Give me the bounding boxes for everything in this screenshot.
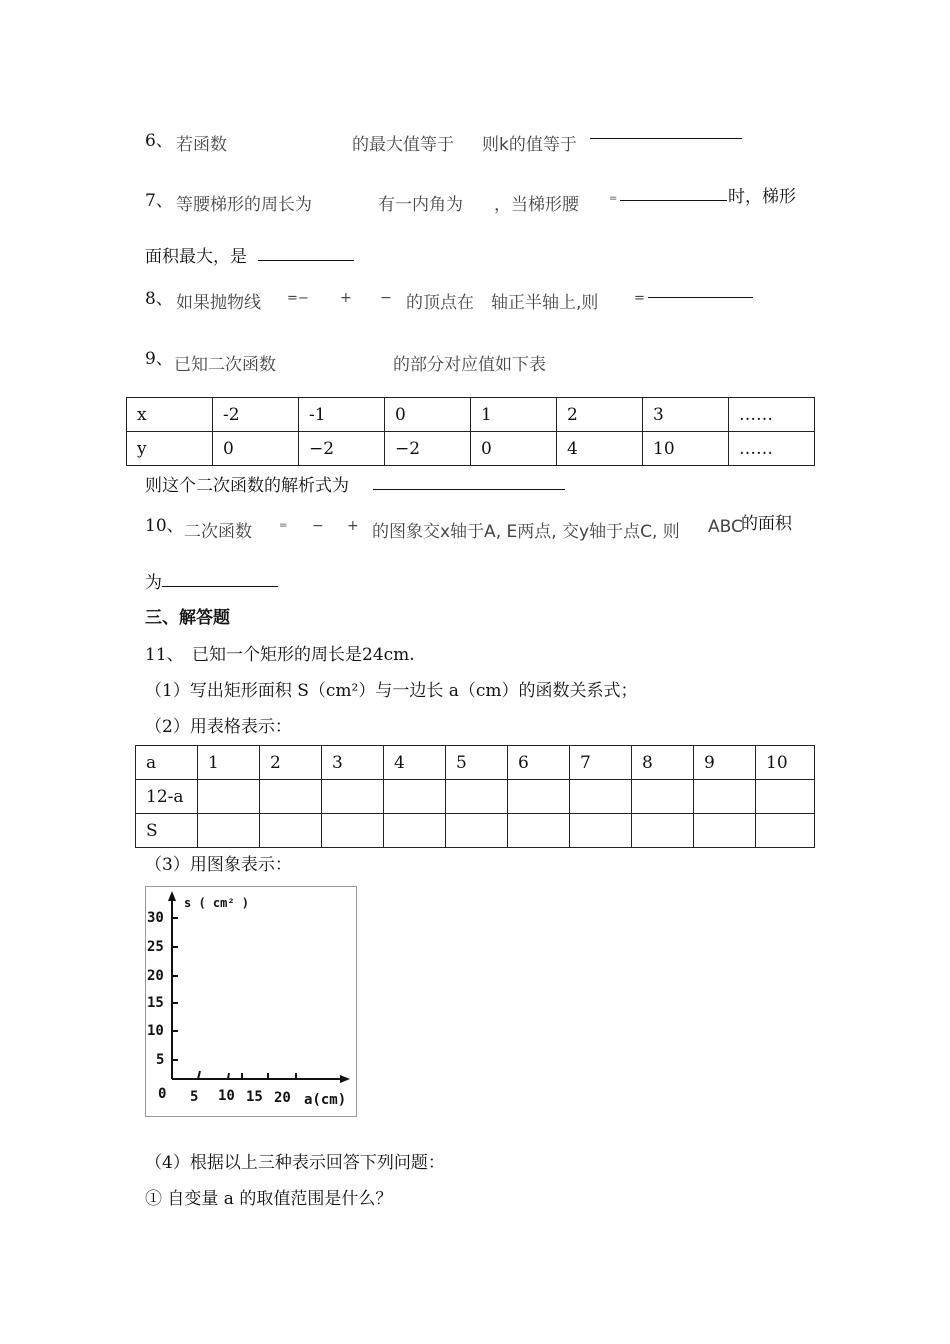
table-cell: −2 <box>385 432 471 466</box>
q7-number: 7、 <box>145 191 173 211</box>
table-cell: 3 <box>643 398 729 432</box>
q6-text-b: 的最大值等于 <box>352 135 454 155</box>
y-tick-label: 15 <box>147 995 164 1011</box>
q10-text-e: 的图象交x轴于A, E两点, 交y轴于点C, 则 <box>372 522 680 542</box>
table-cell: 9 <box>694 746 756 780</box>
table-cell <box>322 814 384 848</box>
q9-number: 9、 <box>145 349 173 369</box>
q7-text-b: 有一内角为 <box>378 195 463 215</box>
q11-part1: （1）写出矩形面积 S（cm²）与一边长 a（cm）的函数关系式； <box>145 681 638 701</box>
q11-part4: （4）根据以上三种表示回答下列问题： <box>145 1153 445 1173</box>
q11-subquestion-1: ① 自变量 a 的取值范围是什么？ <box>145 1189 393 1209</box>
q10-text-b: = <box>279 520 288 531</box>
table-cell: 4 <box>557 432 643 466</box>
table-cell <box>508 780 570 814</box>
table-cell <box>260 814 322 848</box>
y-tick-label: 5 <box>156 1052 165 1068</box>
table-cell: 0 <box>471 432 557 466</box>
q8-answer-blank <box>648 297 753 298</box>
q10-text-h: 为 <box>145 573 162 593</box>
y-tick-label: 25 <box>147 939 164 955</box>
table-cell: 1 <box>471 398 557 432</box>
table-row <box>136 746 815 780</box>
x-tick-mark <box>198 1071 200 1079</box>
q6-number: 6、 <box>145 131 173 151</box>
y-tick-label: 10 <box>147 1023 164 1039</box>
table-cell: -2 <box>213 398 299 432</box>
table-cell: 10 <box>643 432 729 466</box>
table-cell: 4 <box>384 746 446 780</box>
table-row <box>136 780 815 814</box>
table-cell: a <box>136 746 198 780</box>
q6-text-c: 则k的值等于 <box>482 135 577 155</box>
q8-text-f: 轴正半轴上,则 <box>491 293 599 313</box>
table-cell: x <box>127 398 213 432</box>
table-cell <box>384 780 446 814</box>
table-row <box>136 814 815 848</box>
table-cell: 0 <box>213 432 299 466</box>
y-axis-arrow <box>168 891 176 901</box>
table-cell: 8 <box>632 746 694 780</box>
table-cell: 6 <box>508 746 570 780</box>
q9-value-table <box>126 397 815 466</box>
q10-text-d: + <box>347 518 359 534</box>
q7-answer-blank-1 <box>620 200 727 201</box>
q8-text-c: + <box>340 290 352 306</box>
q10-answer-blank <box>162 586 278 587</box>
table-cell <box>632 814 694 848</box>
q7-text-f: 面积最大，是 <box>145 247 247 267</box>
q7-text-e: 时，梯形 <box>728 187 796 207</box>
table-cell: …… <box>729 398 815 432</box>
table-cell <box>694 780 756 814</box>
table-cell <box>756 780 815 814</box>
q8-text-e: 的顶点在 <box>406 293 474 313</box>
table-cell <box>570 780 632 814</box>
table-cell: 3 <box>322 746 384 780</box>
table-cell <box>756 814 815 848</box>
q9-after-text: 则这个二次函数的解析式为 <box>145 476 349 496</box>
section-heading: 三、解答题 <box>145 608 230 628</box>
table-cell <box>446 814 508 848</box>
q6-text-a: 若函数 <box>176 135 227 155</box>
table-cell: y <box>127 432 213 466</box>
table-cell <box>446 780 508 814</box>
x-tick-label: 20 <box>274 1090 291 1106</box>
table-cell <box>384 814 446 848</box>
y-axis-label: s ( cm² ) <box>184 896 250 910</box>
q8-text-a: 如果抛物线 <box>176 293 261 313</box>
q7-text-d: = <box>609 193 618 204</box>
table-cell: 7 <box>570 746 632 780</box>
q11-text: 已知一个矩形的周长是24cm. <box>192 645 415 665</box>
q10-text-c: − <box>312 518 324 534</box>
origin-label: 0 <box>158 1086 167 1102</box>
table-cell: -1 <box>299 398 385 432</box>
table-row <box>127 398 815 432</box>
q8-text-d: − <box>380 290 392 306</box>
q10-text-f: ABC <box>708 517 743 537</box>
table-cell: 2 <box>557 398 643 432</box>
y-tick-label: 30 <box>147 910 164 926</box>
table-cell: −2 <box>299 432 385 466</box>
table-cell <box>694 814 756 848</box>
x-axis-label: a(cm) <box>304 1092 347 1108</box>
q9-text-b: 的部分对应值如下表 <box>393 355 546 375</box>
table-cell: 1 <box>198 746 260 780</box>
x-axis-arrow <box>340 1075 350 1083</box>
table-cell: …… <box>729 432 815 466</box>
blank-graph <box>145 886 357 1117</box>
q8-number: 8、 <box>145 289 173 309</box>
q7-text-c: ，当梯形腰 <box>494 195 579 215</box>
q11-value-table <box>135 745 815 848</box>
q9-text-a: 已知二次函数 <box>174 355 276 375</box>
q11-part2: （2）用表格表示： <box>145 717 292 737</box>
table-cell <box>260 780 322 814</box>
x-tick-mark <box>228 1073 229 1079</box>
table-cell: S <box>136 814 198 848</box>
x-tick-label: 5 <box>190 1089 199 1105</box>
table-cell: 12-a <box>136 780 198 814</box>
table-cell: 5 <box>446 746 508 780</box>
q10-number: 10、 <box>145 516 184 536</box>
q10-text-g: 的面积 <box>741 514 792 534</box>
q8-text-g: = <box>634 291 645 306</box>
q8-text-b: =− <box>287 291 309 306</box>
q10-text-a: 二次函数 <box>184 522 252 542</box>
table-row <box>127 432 815 466</box>
table-cell <box>198 780 260 814</box>
table-cell: 2 <box>260 746 322 780</box>
x-tick-label: 10 <box>218 1088 235 1104</box>
q11-number: 11、 <box>145 645 184 665</box>
table-cell <box>198 814 260 848</box>
table-cell <box>632 780 694 814</box>
q7-text-a: 等腰梯形的周长为 <box>176 195 312 215</box>
table-cell: 10 <box>756 746 815 780</box>
x-tick-label: 15 <box>246 1089 263 1105</box>
table-cell <box>322 780 384 814</box>
q6-answer-blank <box>590 138 742 139</box>
y-tick-label: 20 <box>147 968 164 984</box>
q7-answer-blank-2 <box>258 260 354 261</box>
table-cell: 0 <box>385 398 471 432</box>
table-cell <box>570 814 632 848</box>
q11-part3: （3）用图象表示： <box>145 855 292 875</box>
table-cell <box>508 814 570 848</box>
graph-axes <box>146 887 356 1116</box>
q9-answer-blank <box>373 489 565 490</box>
